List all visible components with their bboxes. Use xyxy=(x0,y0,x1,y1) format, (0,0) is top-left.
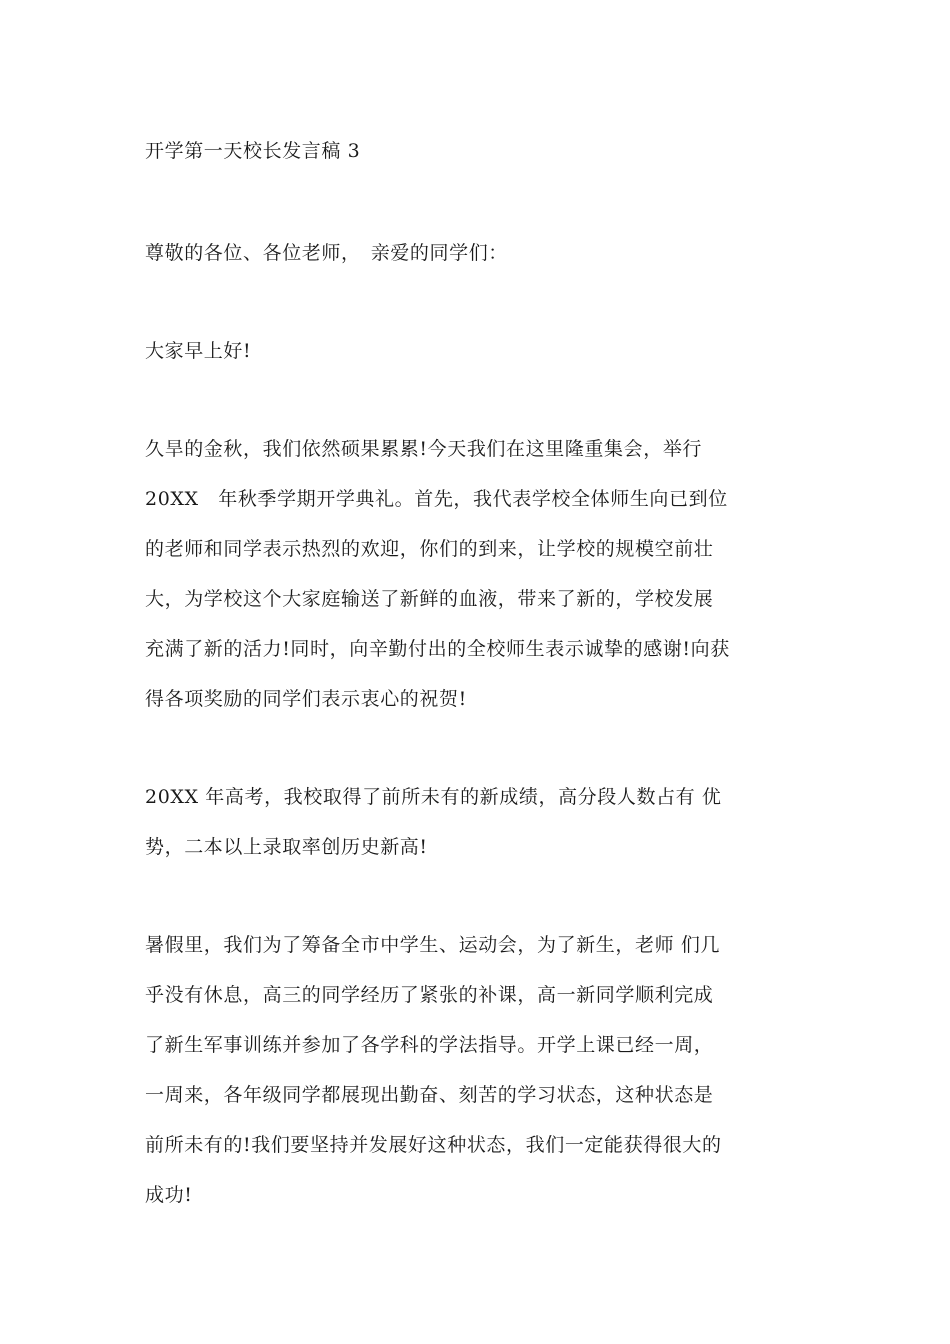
paragraph-line: 充满了新的活力!同时，向辛勤付出的全校师生表示诚挚的感谢!向获 xyxy=(145,638,730,660)
document-title: 开学第一天校长发言稿 3 xyxy=(145,140,361,162)
greeting: 大家早上好! xyxy=(145,340,252,362)
paragraph-line: 势，二本以上录取率创历史新高! xyxy=(145,836,428,858)
paragraph-line: 20XX 年高考，我校取得了前所未有的新成绩，高分段人数占有 优 xyxy=(145,786,722,808)
paragraph-line: 了新生军事训练并参加了各学科的学法指导。开学上课已经一周， xyxy=(145,1034,714,1056)
paragraph-line: 暑假里，我们为了筹备全市中学生、运动会，为了新生，老师 们几 xyxy=(145,934,721,956)
paragraph-line: 前所未有的!我们要坚持并发展好这种状态，我们一定能获得很大的 xyxy=(145,1134,722,1156)
paragraph-line: 乎没有休息，高三的同学经历了紧张的补课，高一新同学顺利完成 xyxy=(145,984,714,1006)
paragraph-line: 的老师和同学表示热烈的欢迎，你们的到来，让学校的规模空前壮 xyxy=(145,538,714,560)
paragraph-line: 成功! xyxy=(145,1184,193,1206)
paragraph-line: 大，为学校这个大家庭输送了新鲜的血液，带来了新的，学校发展 xyxy=(145,588,714,610)
paragraph-line: 得各项奖励的同学们表示衷心的祝贺! xyxy=(145,688,467,710)
paragraph-line: 一周来，各年级同学都展现出勤奋、刻苦的学习状态，这种状态是 xyxy=(145,1084,714,1106)
salutation: 尊敬的各位、各位老师， 亲爱的同学们： xyxy=(145,242,508,264)
paragraph-line: 20XX 年秋季学期开学典礼。首先，我代表学校全体师生向已到位 xyxy=(145,488,728,510)
paragraph-line: 久旱的金秋，我们依然硕果累累!今天我们在这里隆重集会，举行 xyxy=(145,438,703,460)
